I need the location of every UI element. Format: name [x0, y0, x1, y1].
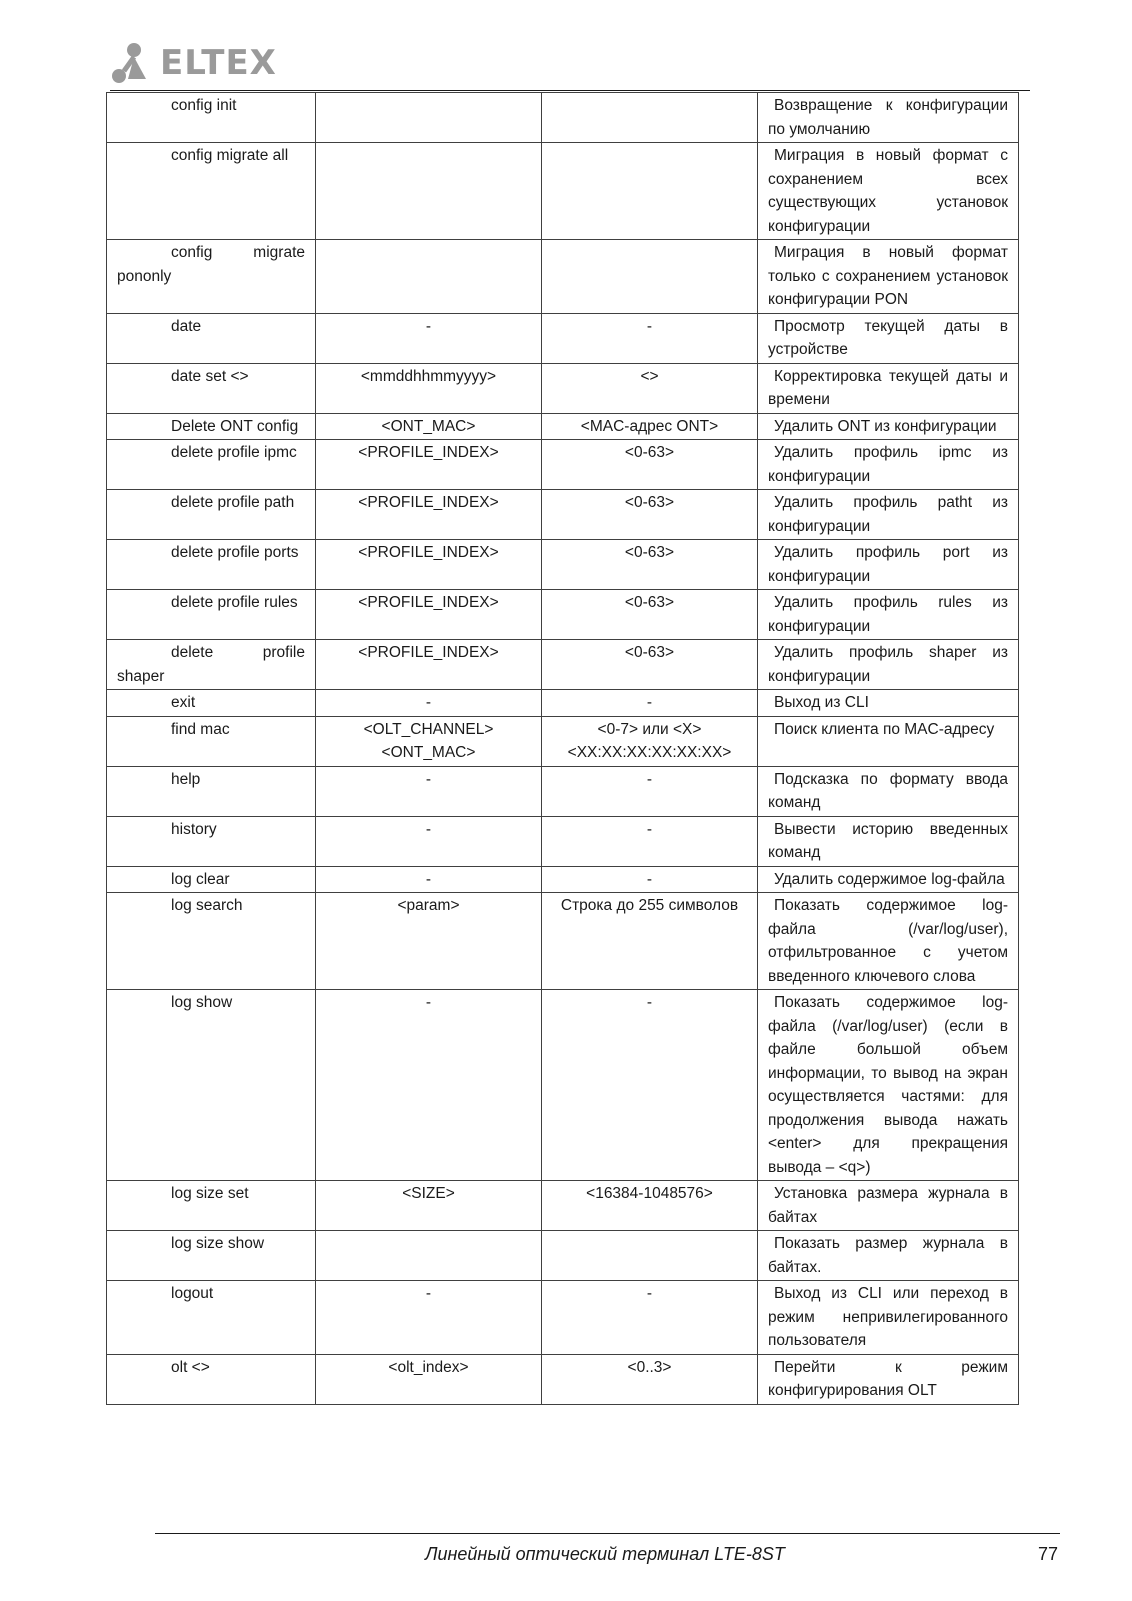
parameter-cell: - — [316, 690, 542, 717]
logo-wordmark: ELTEX — [160, 43, 277, 83]
command-cell: olt <> — [107, 1354, 316, 1404]
table-row — [107, 490, 1019, 540]
table-row — [107, 413, 1019, 440]
description-cell: Перейти к режим конфигурирования OLT — [758, 1354, 1019, 1404]
value-cell: - — [542, 766, 758, 816]
description-cell: Миграция в новый формат с сохранением всех существующих установок конфигурации — [758, 143, 1019, 240]
description-cell: Удалить содержимое log-файла — [758, 866, 1019, 893]
parameter-cell: <PROFILE_INDEX> — [316, 540, 542, 590]
parameter-cell: - — [316, 816, 542, 866]
eltex-logo — [110, 40, 277, 86]
parameter-cell: <param> — [316, 893, 542, 990]
parameter-cell: - — [316, 313, 542, 363]
table-row — [107, 1354, 1019, 1404]
command-cell: help — [107, 766, 316, 816]
value-cell: <> — [542, 363, 758, 413]
table-row — [107, 1231, 1019, 1281]
description-cell: Корректировка текущей даты и времени — [758, 363, 1019, 413]
description-cell: Показать размер журнала в байтах. — [758, 1231, 1019, 1281]
parameter-cell: <PROFILE_INDEX> — [316, 590, 542, 640]
command-cell: exit — [107, 690, 316, 717]
command-cell: log size set — [107, 1181, 316, 1231]
table-row — [107, 690, 1019, 717]
table-row — [107, 143, 1019, 240]
description-cell: Показать содержимое log-файла (/var/log/user), отфильтрованное с учетом введенного ключевого слова — [758, 893, 1019, 990]
command-cell: date set <> — [107, 363, 316, 413]
value-cell — [542, 1231, 758, 1281]
value-cell: <0-63> — [542, 640, 758, 690]
command-cell: logout — [107, 1281, 316, 1355]
table-row — [107, 540, 1019, 590]
parameter-cell: <ONT_MAC> — [316, 413, 542, 440]
command-cell: log size show — [107, 1231, 316, 1281]
parameter-cell: - — [316, 990, 542, 1181]
parameter-cell: <PROFILE_INDEX> — [316, 640, 542, 690]
description-cell: Удалить профиль shaper из конфигурации — [758, 640, 1019, 690]
command-cell: config migrate pononly — [107, 240, 316, 314]
eltex-logo-icon — [110, 41, 158, 85]
table-row — [107, 816, 1019, 866]
description-cell: Удалить профиль patht из конфигурации — [758, 490, 1019, 540]
page-number: 77 — [1038, 1544, 1059, 1564]
description-cell: Миграция в новый формат только с сохранением установок конфигурации PON — [758, 240, 1019, 314]
table-row — [107, 990, 1019, 1181]
description-cell: Удалить профиль ipmc из конфигурации — [758, 440, 1019, 490]
table-row — [107, 440, 1019, 490]
value-cell: <0-63> — [542, 440, 758, 490]
command-cell: delete profile rules — [107, 590, 316, 640]
table-row — [107, 1281, 1019, 1355]
table-row — [107, 313, 1019, 363]
value-cell: <MAC-адрес ONT> — [542, 413, 758, 440]
description-cell: Поиск клиента по MAC-адресу — [758, 716, 1019, 766]
parameter-cell — [316, 93, 542, 143]
table-row — [107, 866, 1019, 893]
header-rule — [110, 90, 1030, 91]
command-cell: history — [107, 816, 316, 866]
value-cell: - — [542, 313, 758, 363]
command-cell: log show — [107, 990, 316, 1181]
command-cell: log clear — [107, 866, 316, 893]
description-cell: Показать содержимое log-файла (/var/log/user) (если в файле большой объем информации, то вывод на экран осуществляется частями: для продолжения вывода нажать <enter> для прекращения вывода – <q>) — [758, 990, 1019, 1181]
parameter-cell: <PROFILE_INDEX> — [316, 490, 542, 540]
value-cell — [542, 143, 758, 240]
command-cell: date — [107, 313, 316, 363]
description-cell: Удалить профиль rules из конфигурации — [758, 590, 1019, 640]
table-row — [107, 1181, 1019, 1231]
table-row — [107, 363, 1019, 413]
table-row — [107, 640, 1019, 690]
value-cell: - — [542, 866, 758, 893]
parameter-cell: <PROFILE_INDEX> — [316, 440, 542, 490]
parameter-cell: <OLT_CHANNEL> <ONT_MAC> — [316, 716, 542, 766]
command-cell: delete profile ipmc — [107, 440, 316, 490]
value-cell: - — [542, 690, 758, 717]
value-cell: Строка до 255 символов — [542, 893, 758, 990]
table-row — [107, 766, 1019, 816]
parameter-cell — [316, 143, 542, 240]
description-cell: Вывести историю введенных команд — [758, 816, 1019, 866]
parameter-cell: - — [316, 1281, 542, 1355]
value-cell — [542, 93, 758, 143]
value-cell: <0..3> — [542, 1354, 758, 1404]
parameter-cell: <SIZE> — [316, 1181, 542, 1231]
parameter-cell: <mmddhhmmyyyy> — [316, 363, 542, 413]
table-row — [107, 893, 1019, 990]
document-title: Линейный оптический терминал LTE-8ST — [425, 1544, 785, 1564]
description-cell: Выход из CLI или переход в режим непривилегированного пользователя — [758, 1281, 1019, 1355]
parameter-cell — [316, 1231, 542, 1281]
description-cell: Удалить профиль port из конфигурации — [758, 540, 1019, 590]
table-row — [107, 240, 1019, 314]
parameter-cell: - — [316, 866, 542, 893]
value-cell: <0-63> — [542, 540, 758, 590]
table-row — [107, 590, 1019, 640]
value-cell: - — [542, 990, 758, 1181]
value-cell — [542, 240, 758, 314]
command-cell: delete profile ports — [107, 540, 316, 590]
value-cell: <0-63> — [542, 490, 758, 540]
description-cell: Возвращение к конфигурации по умолчанию — [758, 93, 1019, 143]
command-cell: config migrate all — [107, 143, 316, 240]
command-cell: delete profile shaper — [107, 640, 316, 690]
description-cell: Подсказка по формату ввода команд — [758, 766, 1019, 816]
parameter-cell — [316, 240, 542, 314]
value-cell: <0-7> или <X> <XX:XX:XX:XX:XX:XX> — [542, 716, 758, 766]
command-cell: delete profile path — [107, 490, 316, 540]
parameter-cell: - — [316, 766, 542, 816]
table-row — [107, 716, 1019, 766]
value-cell: - — [542, 816, 758, 866]
command-cell: Delete ONT config — [107, 413, 316, 440]
value-cell: - — [542, 1281, 758, 1355]
footer-rule — [155, 1533, 1060, 1534]
description-cell: Выход из CLI — [758, 690, 1019, 717]
parameter-cell: <olt_index> — [316, 1354, 542, 1404]
command-cell: config init — [107, 93, 316, 143]
description-cell: Просмотр текущей даты в устройстве — [758, 313, 1019, 363]
commands-table — [106, 92, 1019, 1405]
table-row — [107, 93, 1019, 143]
description-cell: Установка размера журнала в байтах — [758, 1181, 1019, 1231]
command-cell: find mac — [107, 716, 316, 766]
description-cell: Удалить ONT из конфигурации — [758, 413, 1019, 440]
value-cell: <16384-1048576> — [542, 1181, 758, 1231]
command-cell: log search — [107, 893, 316, 990]
value-cell: <0-63> — [542, 590, 758, 640]
